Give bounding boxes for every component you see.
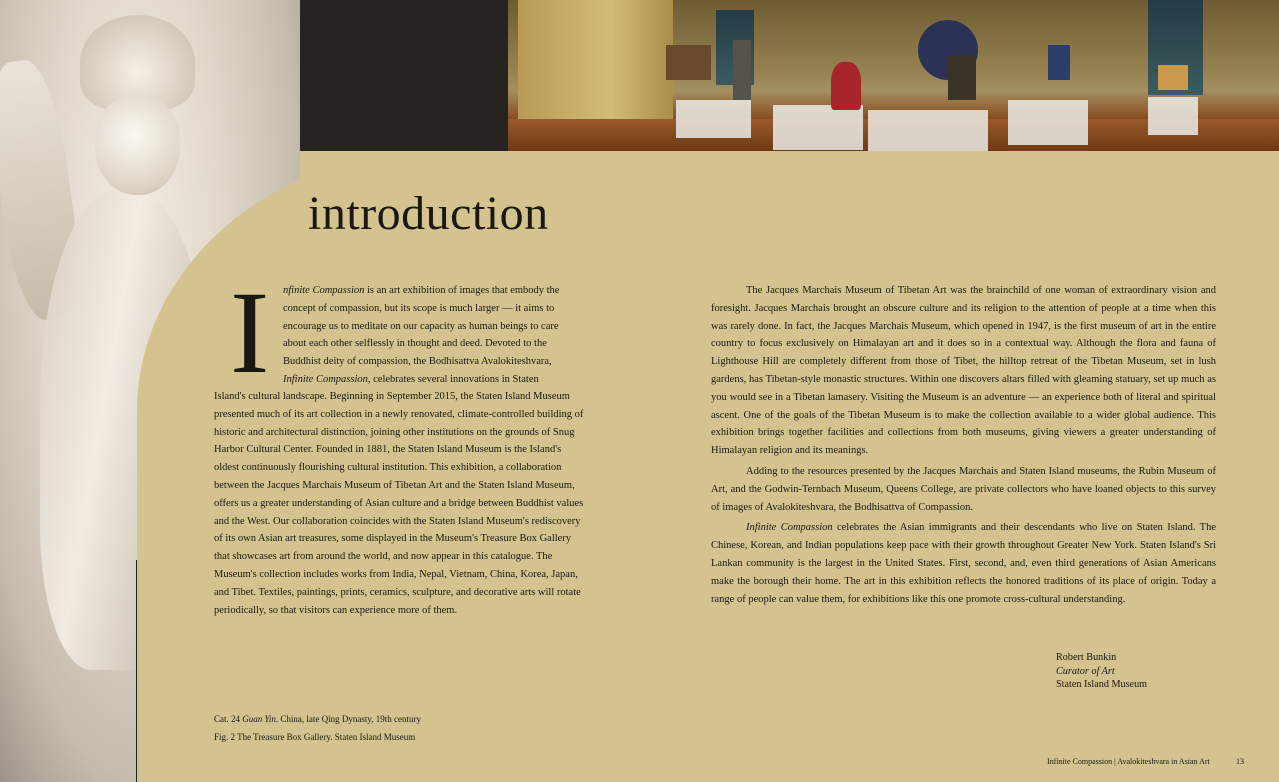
- intro-opening-text: is an art exhibition of images that embody the concept of compassion, but its scope is much larger — it aims to encourage us to meditate on our capacity as human beings to care about each other selflessly in thought and deed. Devoted to the Buddhist deity of compassion, the Bodhisattva Avalokiteshvara,: [283, 285, 560, 368]
- intro-column-left: [214, 388, 584, 619]
- relief-head: [95, 95, 180, 195]
- caption-details: . China, late Qing Dynasty, 19th century: [275, 714, 421, 724]
- golden-sculpture-exhibit: [1158, 65, 1188, 90]
- signature-block: [1056, 651, 1147, 692]
- page-number: 13: [1236, 757, 1244, 766]
- display-case: [676, 100, 751, 138]
- running-footer: Infinite Compassion | Avalokiteshvara in Asian Art: [1047, 757, 1210, 766]
- author-role-text: Curator of Art: [1056, 665, 1115, 677]
- exhibition-title-italic: Infinite Compassion: [283, 373, 368, 385]
- caption-title: Guan Yin: [242, 714, 276, 724]
- blue-robe-exhibit: [1048, 45, 1070, 80]
- treasure-box-gallery-photo: [508, 0, 1279, 151]
- intro-opening-text-tail: , celebrates several innovations in Staten: [367, 373, 539, 385]
- intro-paragraph-opening: [283, 282, 583, 389]
- red-robe-exhibit: [831, 62, 861, 110]
- right-paragraph-2: Adding to the resources presented by the Jacques Marchais and Staten Island museums, the Rubin Museum of Art, and the Godwin-Ternbach Museum, Queens College, are private collectors who have loaned objects to this survey of images of Avalokiteshvara, the Bodhisattva of Compassion.: [711, 465, 1216, 513]
- intro-column-right: [711, 282, 1216, 611]
- caption-prefix: Cat. 24: [214, 714, 243, 724]
- caption-cat-24: [214, 714, 421, 725]
- figure-exhibit: [948, 55, 976, 100]
- right-paragraph-3: [711, 519, 1216, 608]
- intro-column-left-indented: [283, 282, 583, 389]
- exhibition-title-italic: nfinite Compassion: [283, 285, 365, 296]
- armor-exhibit: [733, 40, 751, 100]
- display-case: [1008, 100, 1088, 145]
- right-paragraph-1: The Jacques Marchais Museum of Tibetan Art was the brainchild of one woman of extraordinary vision and foresight. Jacques Marchais brought an obscure culture and its religion to the attention of people at a time when this was rarely done. In fact, the Jacques Marchais Museum, which opened in 1947, is the first museum of art in the entire country to focus exclusively on Himalayan art and it does so in a contextual way. Although the flora and fauna of Lighthouse Hill are completely different from those of Tibet, the hilltop retreat of the Tibetan Museum, set in lush gardens, has Tibetan-style monastic structures. Within one discovers altars filled with gleaming statuary, set up much as you would see in a Tibetan lamasery. Visiting the Museum is an adventure — an experience both of literal and spiritual ascent. One of the goals of the Tibetan Museum is to make the collection available to a wider global audience. This exhibition brings together facilities and collections from both museums, giving viewers a greater understanding of Himalayan religion and its meanings.: [711, 285, 1216, 457]
- right-paragraph-3-text: celebrates the Asian immigrants and their descendants who live on Staten Island. The Chinese, Korean, and Indian populations keep pace with their growth throughout Greater New York. Staten Island's Sri Lankan community is the largest in the United States. First, second, and, even third generations of Asian Americans make the borough their home. The art in this exhibition reflects the honored traditions of its place of origin. Today a range of people can value them, for exhibitions like this one promote cross-cultural understanding.: [711, 522, 1216, 605]
- author-role: [1056, 665, 1147, 679]
- page-title: introduction: [308, 187, 549, 240]
- author-name: Robert Bunkin: [1056, 652, 1117, 663]
- display-case: [773, 105, 863, 150]
- display-case: [1148, 97, 1198, 135]
- intro-paragraph-continuation: Island's cultural landscape. Beginning in September 2015, the Staten Island Museum presented much of its art collection in a newly renovated, climate-controlled building of historic and architectural distinction, joining other institutions on the grounds of Snug Harbor Cultural Center. Founded in 1881, the Staten Island Museum is the Island's oldest continuously flourishing cultural institution. This exhibition, a collaboration between the Jacques Marchais Museum of Tibetan Art and the Staten Island Museum, offers us a greater understanding of Asian culture and a bridge between Buddhist values and the West. Our collaboration coincides with the Staten Island Museum's rediscovery of its own Asian art treasures, some displayed in the Museum's Treasure Box Gallery that showcases art from around the world, and now appear in this catalogue. The Museum's collection includes works from India, Nepal, Vietnam, China, Korea, Japan, and Tibet. Textiles, paintings, prints, ceramics, sculpture, and decorative arts will rotate periodically, so that visitors can experience more of them.: [214, 391, 584, 616]
- caption-fig-2: Fig. 2 The Treasure Box Gallery. Staten Island Museum: [214, 732, 416, 742]
- painting-exhibit: [666, 45, 711, 80]
- display-case: [868, 110, 988, 151]
- exhibition-title-italic: Infinite Compassion: [746, 522, 833, 534]
- author-organization: Staten Island Museum: [1056, 679, 1148, 691]
- drop-cap: I: [230, 267, 270, 398]
